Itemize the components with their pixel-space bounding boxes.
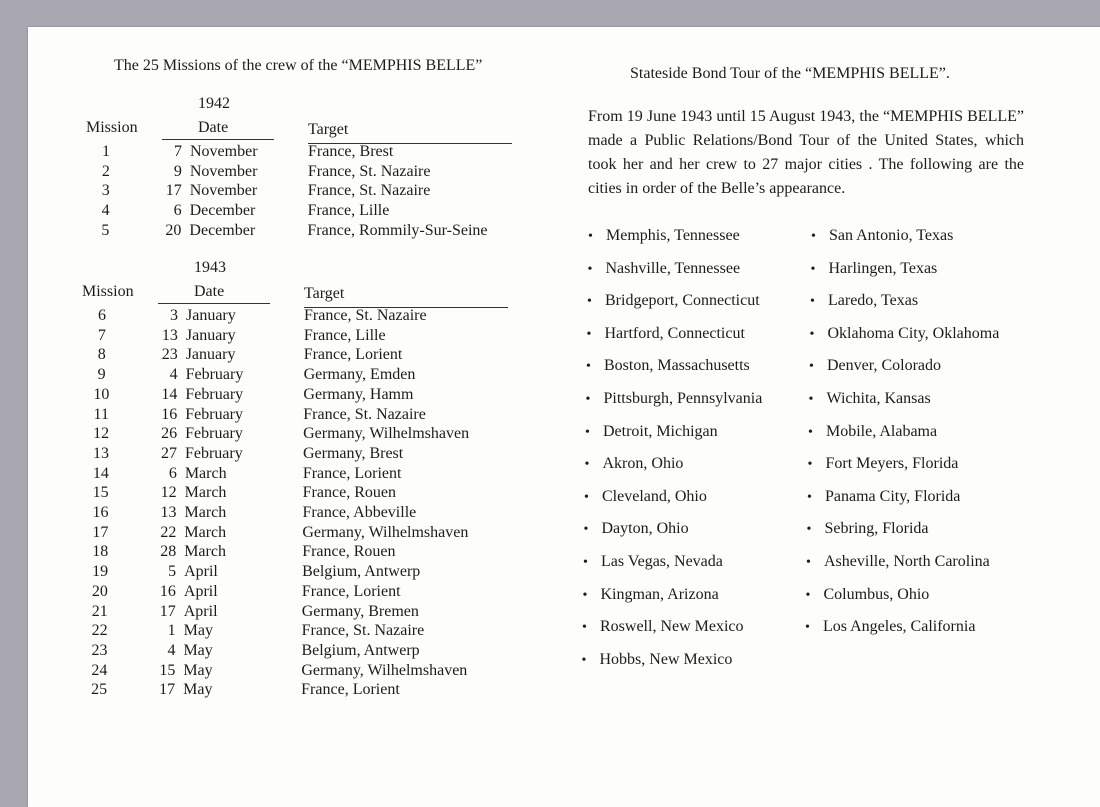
list-item [809, 388, 931, 410]
date-month: April [183, 602, 218, 620]
list-item [583, 584, 719, 606]
date-day: 13 [161, 326, 178, 344]
date-day: 5 [168, 563, 177, 581]
target-location: Germany, Brest [302, 444, 404, 462]
date-month: December [189, 202, 256, 220]
list-item [586, 388, 763, 410]
date-day: 1 [167, 622, 176, 640]
target-location: France, Lorient [301, 582, 401, 600]
target-location: France, Lorient [301, 681, 400, 699]
bullet-icon: • [807, 457, 813, 473]
date-month: November [189, 162, 258, 180]
mission-number: 13 [92, 444, 109, 462]
list-item [808, 453, 959, 475]
date-day: 12 [160, 484, 177, 502]
city-name: Hartford, Connecticut [604, 324, 745, 342]
target-location: France, Lille [303, 326, 386, 344]
target-location: France, Lorient [302, 464, 402, 482]
date-day: 9 [173, 162, 182, 180]
city-name: Harlingen, Texas [828, 259, 938, 277]
date-month: December [189, 221, 256, 239]
bullet-icon: • [806, 555, 811, 570]
list-item [583, 551, 723, 573]
mission-number: 14 [92, 464, 109, 482]
mission-number: 3 [101, 182, 110, 200]
bullet-icon: • [811, 229, 816, 244]
date-day: 27 [160, 444, 177, 462]
mission-number: 2 [101, 162, 110, 180]
list-item [585, 421, 718, 443]
city-name: Pittsburgh, Pennsylvania [603, 390, 763, 407]
city-name: Mobile, Alabama [826, 422, 938, 440]
mission-number: 9 [97, 366, 106, 384]
date-month: January [185, 326, 236, 344]
city-name: Oklahoma City, Oklahoma [827, 324, 1000, 342]
target-location: France, Lille [307, 202, 390, 220]
year-label-1942: 1942 [198, 95, 230, 112]
bullet-icon: • [808, 424, 813, 440]
date-day: 17 [165, 182, 182, 200]
city-name: Fort Meyers, Florida [825, 455, 959, 473]
bullet-icon: • [807, 489, 812, 505]
city-name: Cleveland, Ohio [602, 487, 707, 505]
list-item [584, 518, 689, 540]
date-day: 4 [167, 641, 176, 659]
bullet-icon: • [581, 652, 587, 668]
bullet-icon: • [805, 620, 810, 636]
target-location: Germany, Bremen [301, 602, 419, 620]
bond-tour-title: Stateside Bond Tour of the “MEMPHIS BELLE”. [630, 65, 950, 82]
city-name: Columbus, Ohio [823, 585, 930, 603]
target-location: France, Rouen [302, 543, 396, 561]
mission-number: 15 [92, 484, 109, 502]
list-item [810, 290, 918, 312]
date-month: January [185, 346, 236, 364]
mission-number: 8 [97, 346, 106, 364]
date-day: 7 [174, 143, 182, 160]
mission-header-1942: Mission [86, 119, 138, 136]
target-location: France, Rouen [302, 484, 396, 502]
mission-number: 24 [91, 661, 108, 679]
list-item [811, 258, 938, 280]
bullet-icon: • [584, 457, 590, 473]
bullet-icon: • [587, 294, 592, 310]
city-name: Sebring, Florida [824, 520, 929, 538]
bullet-icon: • [588, 229, 593, 244]
date-header-1942: Date [198, 119, 229, 136]
city-name: Kingman, Arizona [600, 585, 719, 603]
date-day: 16 [159, 582, 176, 600]
bullet-icon: • [585, 424, 590, 440]
city-name: Boston, Massachusetts [604, 357, 750, 375]
city-name: Detroit, Michigan [603, 422, 718, 440]
target-header-1943: Target [304, 285, 345, 302]
date-month: March [184, 523, 227, 541]
date-month: May [183, 681, 213, 699]
date-day: 20 [165, 221, 182, 239]
mission-number: 19 [92, 563, 109, 581]
date-day: 22 [160, 523, 177, 541]
list-item [587, 323, 745, 345]
mission-number: 21 [91, 602, 108, 620]
target-location: France, St. Nazaire [303, 405, 426, 423]
mission-number: 4 [101, 202, 110, 220]
target-location: Germany, Emden [303, 366, 416, 384]
target-location: France, St. Nazaire [301, 622, 425, 640]
date-month: March [184, 464, 227, 482]
bullet-icon: • [586, 359, 591, 375]
list-item [582, 649, 733, 671]
date-month: March [184, 543, 226, 561]
target-location: France, St. Nazaire [304, 307, 427, 324]
date-day: 23 [161, 346, 178, 364]
target-location: Belgium, Antwerp [302, 563, 421, 581]
list-item [584, 486, 707, 508]
city-name: Los Angeles, California [823, 618, 976, 636]
date-month: May [183, 661, 213, 679]
mission-number: 7 [97, 326, 106, 344]
bullet-icon: • [805, 587, 811, 603]
list-item [588, 258, 741, 280]
date-month: February [185, 366, 244, 384]
bullet-icon: • [806, 522, 812, 538]
city-name: Hobbs, New Mexico [599, 650, 733, 668]
date-underline-1942 [162, 139, 274, 140]
date-day: 14 [161, 385, 178, 403]
target-location: France, Rommily-Sur-Seine [307, 221, 488, 239]
target-location: France, Lorient [303, 346, 403, 364]
date-month: February [185, 385, 244, 403]
date-month: November [189, 182, 258, 200]
date-month: April [183, 582, 218, 600]
bond-tour-intro: From 19 June 1943 until 15 August 1943, the “MEMPHIS BELLE” made a Public Relations/Bond Tour of the United States, which took her and her crew to 27 major cities . The following are the cities in order of the Belle’s appearance. [588, 108, 1024, 197]
date-month: February [185, 425, 243, 443]
bullet-icon: • [587, 261, 593, 277]
date-day: 6 [173, 202, 182, 220]
list-item [585, 453, 684, 475]
date-day: 6 [168, 464, 177, 482]
date-day: 3 [170, 307, 178, 324]
mission-number: 10 [93, 385, 110, 403]
bullet-icon: • [810, 294, 815, 310]
city-name: Dayton, Ohio [601, 520, 689, 538]
list-item [587, 290, 760, 312]
mission-header-1943: Mission [82, 283, 134, 300]
city-name: Roswell, New Mexico [600, 618, 744, 636]
date-month: February [184, 444, 243, 462]
target-location: Germany, Hamm [303, 385, 414, 403]
city-name: San Antonio, Texas [829, 227, 954, 244]
date-day: 13 [160, 504, 177, 521]
date-day: 26 [161, 425, 178, 443]
bullet-icon: • [808, 392, 814, 407]
bullet-icon: • [582, 620, 587, 636]
date-day: 17 [159, 602, 176, 620]
date-header-1943: Date [194, 283, 225, 300]
target-location: Germany, Wilhelmshaven [301, 661, 468, 679]
mission-number: 22 [91, 622, 108, 640]
city-name: Denver, Colorado [827, 357, 941, 375]
target-location: Germany, Wilhelmshaven [302, 523, 469, 541]
date-month: May [183, 641, 213, 659]
date-month: February [185, 405, 244, 423]
city-name: Bridgeport, Connecticut [605, 292, 760, 310]
mission-number: 6 [98, 307, 106, 324]
date-month: March [184, 504, 227, 521]
mission-number: 18 [92, 543, 109, 561]
mission-number: 11 [93, 405, 109, 423]
list-item [807, 486, 960, 508]
date-month: April [184, 563, 218, 581]
bullet-icon: • [586, 326, 592, 342]
bullet-icon: • [809, 359, 814, 375]
mission-number: 5 [101, 221, 110, 239]
bullet-icon: • [809, 326, 815, 342]
missions-title: The 25 Missions of the crew of the “MEMPHIS BELLE” [114, 57, 483, 74]
city-name: Asheville, North Carolina [824, 553, 990, 570]
date-month: May [183, 622, 213, 640]
year-label-1943: 1943 [194, 259, 226, 276]
date-month: March [184, 484, 227, 502]
bullet-icon: • [584, 489, 589, 505]
target-location: Belgium, Antwerp [301, 641, 420, 659]
city-name: Nashville, Tennessee [605, 259, 741, 277]
date-day: 28 [160, 543, 177, 561]
date-month: November [190, 143, 258, 160]
city-name: Panama City, Florida [825, 487, 961, 505]
target-header-1942: Target [308, 121, 349, 138]
bullet-icon: • [583, 555, 588, 570]
mission-number: 20 [91, 582, 108, 600]
list-item [807, 518, 929, 540]
mission-number: 12 [93, 425, 110, 443]
city-name: Akron, Ohio [602, 455, 684, 473]
target-location: Germany, Wilhelmshaven [303, 425, 470, 443]
mission-number: 1 [102, 143, 110, 160]
list-item [588, 225, 740, 247]
bullet-icon: • [583, 522, 589, 538]
list-item [805, 616, 975, 638]
list-item [808, 421, 937, 443]
mission-number: 25 [91, 681, 108, 699]
document-page [28, 27, 1100, 807]
city-name: Memphis, Tennessee [606, 227, 740, 244]
list-item [806, 584, 930, 606]
mission-number: 17 [92, 523, 109, 541]
mission-number: 16 [92, 504, 109, 521]
target-location: France, St. Nazaire [307, 182, 431, 200]
list-item [810, 323, 1000, 345]
target-location: France, Brest [308, 143, 394, 160]
city-name: Wichita, Kansas [826, 390, 931, 407]
city-name: Laredo, Texas [828, 292, 919, 310]
mission-number: 23 [91, 641, 108, 659]
list-item [806, 551, 990, 573]
target-location: France, St. Nazaire [307, 162, 431, 180]
bullet-icon: • [585, 392, 591, 407]
list-item [809, 355, 941, 377]
list-item [582, 616, 744, 638]
bullet-icon: • [810, 261, 816, 277]
list-item [811, 225, 953, 247]
date-month: January [186, 307, 236, 324]
date-underline-1943 [158, 303, 270, 304]
date-day: 15 [159, 661, 176, 679]
bullet-icon: • [582, 587, 588, 603]
target-location: France, Abbeville [302, 504, 417, 521]
list-item [586, 355, 750, 377]
date-day: 16 [161, 405, 178, 423]
date-day: 17 [159, 681, 176, 699]
date-day: 4 [169, 366, 178, 384]
city-name: Las Vegas, Nevada [601, 553, 723, 570]
